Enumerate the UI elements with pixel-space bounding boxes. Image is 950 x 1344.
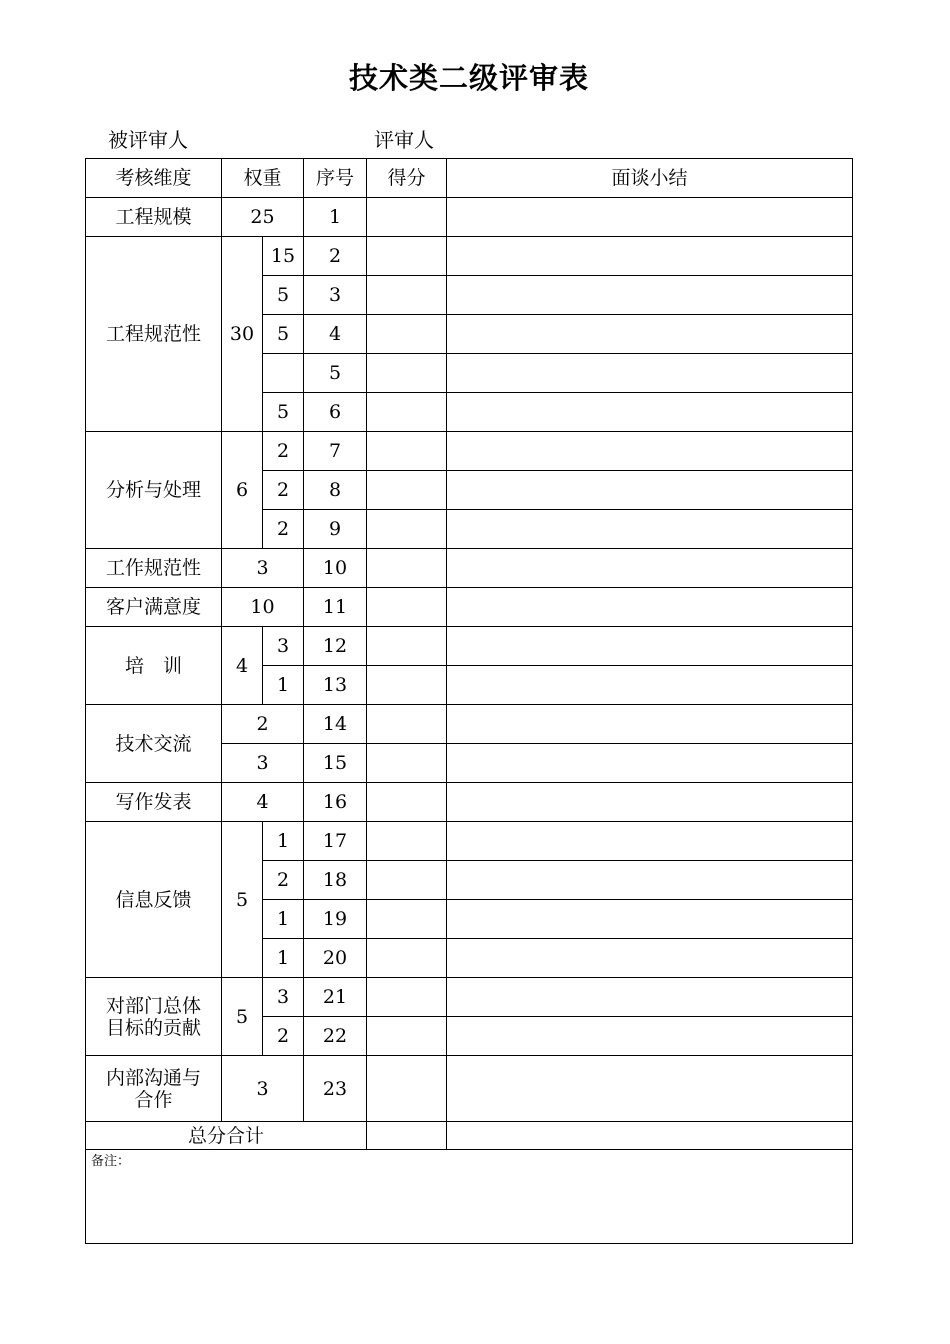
- item-name: 工程规范性: [86, 237, 222, 432]
- reviewer-label: 评审人: [374, 128, 434, 152]
- item-name: 客户满意度: [86, 588, 222, 627]
- row-seq: 10: [304, 549, 367, 588]
- score-cell[interactable]: [367, 549, 447, 588]
- item-weight: 3: [222, 549, 304, 588]
- score-cell[interactable]: [367, 1017, 447, 1056]
- notes-row: [86, 1150, 853, 1244]
- reviewee-label: 被评审人: [108, 128, 188, 152]
- sub-weight: 5: [263, 393, 304, 432]
- score-cell[interactable]: [367, 354, 447, 393]
- item-weight: 25: [222, 198, 304, 237]
- sub-weight: 2: [263, 432, 304, 471]
- item-weight: 4: [222, 783, 304, 822]
- score-cell[interactable]: [367, 900, 447, 939]
- summary-cell[interactable]: [447, 510, 853, 549]
- sub-weight: 2: [263, 510, 304, 549]
- col-header-seq: 序号: [304, 159, 367, 198]
- summary-cell[interactable]: [447, 432, 853, 471]
- total-score-cell[interactable]: [367, 1122, 447, 1150]
- table-row: [86, 822, 853, 861]
- total-label: 总分合计: [86, 1122, 367, 1150]
- score-cell[interactable]: [367, 393, 447, 432]
- sub-weight: 2: [263, 861, 304, 900]
- summary-cell[interactable]: [447, 1056, 853, 1122]
- score-cell[interactable]: [367, 744, 447, 783]
- row-seq: 8: [304, 471, 367, 510]
- sub-weight: 1: [263, 666, 304, 705]
- item-name-line: 目标的贡献: [105, 1016, 201, 1039]
- sub-weight: 3: [263, 627, 304, 666]
- row-seq: 9: [304, 510, 367, 549]
- row-seq: 14: [304, 705, 367, 744]
- item-weight: 2: [222, 705, 304, 744]
- summary-cell[interactable]: [447, 198, 853, 237]
- review-table: [85, 158, 853, 1244]
- table-row: [86, 237, 853, 276]
- col-header-summary: 面谈小结: [447, 159, 853, 198]
- row-seq: 1: [304, 198, 367, 237]
- row-seq: 15: [304, 744, 367, 783]
- sub-weight: 15: [263, 237, 304, 276]
- item-weight: 6: [222, 432, 263, 549]
- item-name-line: 对部门总体: [105, 994, 201, 1017]
- summary-cell[interactable]: [447, 861, 853, 900]
- item-name: [86, 978, 222, 1056]
- table-row: [86, 783, 853, 822]
- score-cell[interactable]: [367, 315, 447, 354]
- total-row: [86, 1122, 853, 1150]
- summary-cell[interactable]: [447, 237, 853, 276]
- score-cell[interactable]: [367, 666, 447, 705]
- score-cell[interactable]: [367, 939, 447, 978]
- row-seq: 19: [304, 900, 367, 939]
- item-weight: 5: [222, 822, 263, 978]
- summary-cell[interactable]: [447, 939, 853, 978]
- row-seq: 12: [304, 627, 367, 666]
- row-seq: 13: [304, 666, 367, 705]
- summary-cell[interactable]: [447, 978, 853, 1017]
- row-seq: 23: [304, 1056, 367, 1122]
- summary-cell[interactable]: [447, 276, 853, 315]
- row-seq: 6: [304, 393, 367, 432]
- sub-weight: 5: [263, 276, 304, 315]
- notes-label: 备注：: [91, 1154, 131, 1169]
- row-seq: 2: [304, 237, 367, 276]
- total-summary-cell[interactable]: [447, 1122, 853, 1150]
- item-name: 工作规范性: [86, 549, 222, 588]
- summary-cell[interactable]: [447, 588, 853, 627]
- sub-weight: 2: [263, 471, 304, 510]
- item-name: 信息反馈: [86, 822, 222, 978]
- table-row: [86, 627, 853, 666]
- score-cell[interactable]: [367, 471, 447, 510]
- row-seq: 11: [304, 588, 367, 627]
- row-seq: 16: [304, 783, 367, 822]
- item-weight: 3: [222, 1056, 304, 1122]
- table-row: [86, 549, 853, 588]
- row-seq: 20: [304, 939, 367, 978]
- row-seq: 17: [304, 822, 367, 861]
- sub-weight: 1: [263, 900, 304, 939]
- item-weight: 30: [222, 237, 263, 432]
- summary-cell[interactable]: [447, 783, 853, 822]
- table-row: [86, 978, 853, 1017]
- sub-weight: [263, 354, 304, 393]
- col-header-score: 得分: [367, 159, 447, 198]
- score-cell[interactable]: [367, 705, 447, 744]
- table-row: [86, 588, 853, 627]
- item-name: 工程规模: [86, 198, 222, 237]
- summary-cell[interactable]: [447, 822, 853, 861]
- score-cell[interactable]: [367, 510, 447, 549]
- row-seq: 4: [304, 315, 367, 354]
- item-name: 技术交流: [86, 705, 222, 783]
- score-cell[interactable]: [367, 276, 447, 315]
- table-row: [86, 432, 853, 471]
- summary-cell[interactable]: [447, 354, 853, 393]
- score-cell[interactable]: [367, 198, 447, 237]
- table-header-row: [86, 159, 853, 198]
- row-seq: 22: [304, 1017, 367, 1056]
- summary-cell[interactable]: [447, 627, 853, 666]
- row-seq: 7: [304, 432, 367, 471]
- score-cell[interactable]: [367, 237, 447, 276]
- col-header-item: 考核维度: [86, 159, 222, 198]
- row-seq: 5: [304, 354, 367, 393]
- item-name: [86, 1056, 222, 1122]
- col-header-weight: 权重: [222, 159, 304, 198]
- score-cell[interactable]: [367, 822, 447, 861]
- table-row: [86, 705, 853, 744]
- item-name: 培 训: [86, 627, 222, 705]
- score-cell[interactable]: [367, 432, 447, 471]
- item-weight: 3: [222, 744, 304, 783]
- row-seq: 21: [304, 978, 367, 1017]
- score-cell[interactable]: [367, 588, 447, 627]
- row-seq: 3: [304, 276, 367, 315]
- item-name: 分析与处理: [86, 432, 222, 549]
- notes-area[interactable]: [86, 1150, 853, 1244]
- score-cell[interactable]: [367, 978, 447, 1017]
- summary-cell[interactable]: [447, 471, 853, 510]
- summary-cell[interactable]: [447, 705, 853, 744]
- row-seq: 18: [304, 861, 367, 900]
- summary-cell[interactable]: [447, 900, 853, 939]
- score-cell[interactable]: [367, 627, 447, 666]
- sub-weight: 1: [263, 939, 304, 978]
- item-weight: 10: [222, 588, 304, 627]
- item-name: 写作发表: [86, 783, 222, 822]
- sub-weight: 5: [263, 315, 304, 354]
- summary-cell[interactable]: [447, 315, 853, 354]
- table-row: [86, 198, 853, 237]
- item-weight: 5: [222, 978, 263, 1056]
- page-title: 技术类二级评审表: [348, 61, 589, 95]
- item-name-line: 合作: [134, 1088, 173, 1111]
- sub-weight: 3: [263, 978, 304, 1017]
- sub-weight: 2: [263, 1017, 304, 1056]
- sub-weight: 1: [263, 822, 304, 861]
- summary-cell[interactable]: [447, 393, 853, 432]
- summary-cell[interactable]: [447, 1017, 853, 1056]
- summary-cell[interactable]: [447, 666, 853, 705]
- score-cell[interactable]: [367, 1056, 447, 1122]
- score-cell[interactable]: [367, 861, 447, 900]
- item-name-line: 内部沟通与: [105, 1066, 201, 1089]
- summary-cell[interactable]: [447, 549, 853, 588]
- table-row: [86, 1056, 853, 1122]
- score-cell[interactable]: [367, 783, 447, 822]
- summary-cell[interactable]: [447, 744, 853, 783]
- item-weight: 4: [222, 627, 263, 705]
